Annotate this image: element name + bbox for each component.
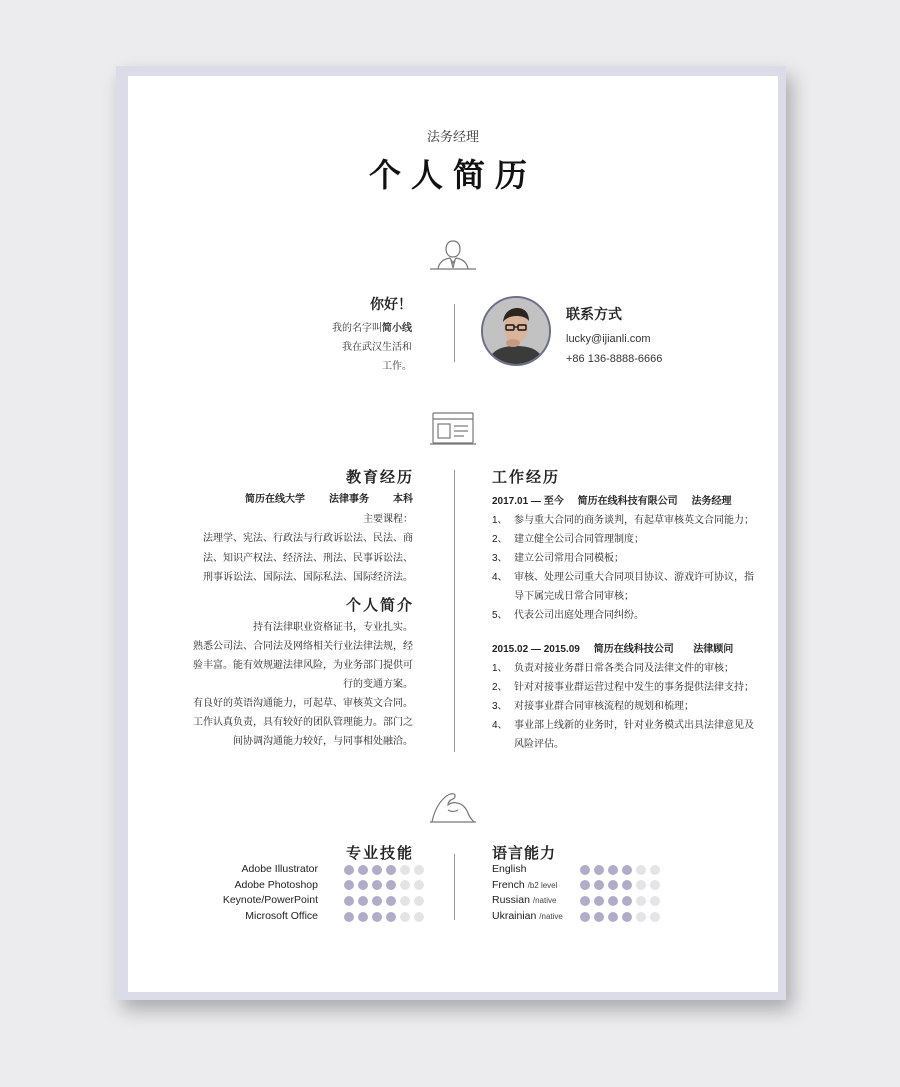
main-divider xyxy=(454,470,455,752)
language-rating xyxy=(580,878,660,894)
rating-dot-filled xyxy=(622,865,632,875)
item-text: 事业部上线新的业务时，针对业务模式出具法律意见及风险评估。 xyxy=(514,720,754,750)
contact-info xyxy=(566,329,662,369)
person-tie-icon xyxy=(428,236,478,277)
rating-dot-empty xyxy=(400,896,410,906)
item-text: 对接事业群合同审核流程的规划和梳理； xyxy=(514,701,694,712)
rating-dot-empty xyxy=(636,896,646,906)
rating-dot-filled xyxy=(622,896,632,906)
skill-name: Keynote/PowerPoint xyxy=(222,894,318,907)
education-block xyxy=(188,490,413,588)
item-number: 4、 xyxy=(492,720,508,731)
rating-dot-filled xyxy=(344,912,354,922)
rating-dot-empty xyxy=(636,880,646,890)
profile-line-3: 验丰富。能有效规避法律风险，为业务部门提供可 xyxy=(193,660,413,671)
skill-rating xyxy=(344,893,424,909)
rating-dot-filled xyxy=(344,896,354,906)
language-item xyxy=(492,909,582,925)
profile-line-2: 熟悉公司法、合同法及网络相关行业法律法规，经 xyxy=(193,641,413,652)
language-item xyxy=(492,862,582,878)
education-row xyxy=(188,490,413,510)
rating-dot-empty xyxy=(400,865,410,875)
job-2-company: 简历在线科技公司 xyxy=(593,644,674,655)
work-heading: 工作经历 xyxy=(492,469,561,486)
language-item xyxy=(492,878,582,894)
courses-line-1: 法理学、宪法、行政法与行政诉讼法、民法、商 xyxy=(203,533,413,544)
list-item xyxy=(492,716,762,754)
intro-line-2: 我在武汉生活和 xyxy=(342,342,412,353)
item-number: 3、 xyxy=(492,701,508,712)
rating-dot-filled xyxy=(344,880,354,890)
job-2 xyxy=(492,640,762,754)
rating-dot-filled xyxy=(580,896,590,906)
profile-line-5: 有良好的英语沟通能力，可起草、审核英文合同。 xyxy=(193,698,413,709)
skills-ratings xyxy=(344,862,424,924)
language-labels xyxy=(492,862,582,924)
rating-dot-filled xyxy=(358,865,368,875)
degree-name: 本科 xyxy=(393,494,413,505)
courses-line-3: 刑事诉讼法、国际法、国际私法、国际经济法。 xyxy=(203,572,413,583)
job-1-header xyxy=(492,492,762,511)
rating-dot-filled xyxy=(386,865,396,875)
intro-line-1: 我的名字叫 xyxy=(332,323,382,334)
job-1-role: 法务经理 xyxy=(691,496,732,507)
rating-dot-filled xyxy=(594,896,604,906)
item-number: 3、 xyxy=(492,553,508,564)
item-number: 4、 xyxy=(492,572,508,583)
language-name: French xyxy=(492,878,525,891)
item-text: 负责对接业务群日常各类合同及法律文件的审核； xyxy=(514,663,734,674)
id-card-icon xyxy=(428,408,478,453)
email-text: lucky@ijianli.com xyxy=(566,333,651,345)
language-level: /native xyxy=(539,911,563,921)
rating-dot-empty xyxy=(414,880,424,890)
rating-dot-filled xyxy=(358,896,368,906)
item-text: 参与重大合同的商务谈判，有起草审核英文合同能力； xyxy=(514,515,754,526)
profile-line-1: 持有法律职业资格证书，专业扎实。 xyxy=(253,622,413,633)
intro-line-3: 工作。 xyxy=(382,361,412,372)
rating-dot-empty xyxy=(400,912,410,922)
job-2-period: 2015.02 — 2015.09 xyxy=(492,644,580,655)
rating-dot-filled xyxy=(386,880,396,890)
item-number: 5、 xyxy=(492,610,508,621)
profile-line-4: 行的变通方案。 xyxy=(343,679,413,690)
contact-heading: 联系方式 xyxy=(566,306,622,322)
job-1-company: 简历在线科技有限公司 xyxy=(577,496,678,507)
rating-dot-filled xyxy=(594,865,604,875)
list-item xyxy=(492,606,762,625)
rating-dot-filled xyxy=(608,912,618,922)
item-text: 针对对接事业群运营过程中发生的事务提供法律支持； xyxy=(514,682,754,693)
rating-dot-filled xyxy=(608,880,618,890)
skills-labels xyxy=(188,862,318,924)
language-item xyxy=(492,893,582,909)
item-number: 1、 xyxy=(492,663,508,674)
skill-name: Adobe Illustrator xyxy=(241,863,318,875)
major-name: 法律事务 xyxy=(329,494,369,505)
avatar xyxy=(481,296,551,366)
education-heading: 教育经历 xyxy=(345,469,414,486)
resume-title: 个人简历 xyxy=(368,156,537,194)
list-item xyxy=(492,511,762,530)
profile-heading: 个人简介 xyxy=(345,597,414,614)
phone-text: +86 136-8888-6666 xyxy=(566,353,663,365)
rating-dot-filled xyxy=(580,912,590,922)
item-number: 2、 xyxy=(492,534,508,545)
rating-dot-filled xyxy=(372,880,382,890)
rating-dot-filled xyxy=(580,880,590,890)
courses-line-2: 法、知识产权法、经济法、刑法、民事诉讼法、 xyxy=(203,552,413,564)
language-name: Russian xyxy=(492,894,530,907)
school-name: 简历在线大学 xyxy=(245,494,305,505)
language-name: Ukrainian xyxy=(492,909,537,922)
item-text: 建立健全公司合同管理制度； xyxy=(514,534,644,545)
skill-name: Microsoft Office xyxy=(245,909,318,922)
profile-line-6: 工作认真负责，具有较好的团队管理能力。部门之 xyxy=(193,717,413,728)
item-text: 建立公司常用合同模板； xyxy=(514,553,624,564)
flexed-arm-icon xyxy=(428,788,478,831)
item-number: 1、 xyxy=(492,515,508,526)
list-item xyxy=(492,697,762,716)
language-level: /b2 level xyxy=(527,880,558,890)
list-item xyxy=(492,659,762,678)
skills-divider xyxy=(454,854,455,920)
greeting-heading: 你好！ xyxy=(370,296,412,312)
intro-divider xyxy=(454,304,455,362)
rating-dot-filled xyxy=(358,880,368,890)
language-rating xyxy=(580,893,660,909)
rating-dot-empty xyxy=(650,912,660,922)
skill-rating xyxy=(344,909,424,925)
rating-dot-filled xyxy=(594,880,604,890)
rating-dot-empty xyxy=(650,880,660,890)
language-name: English xyxy=(492,863,527,875)
job-2-role: 法律顾问 xyxy=(693,644,734,655)
job-subtitle: 法务经理 xyxy=(426,129,479,144)
rating-dot-empty xyxy=(400,880,410,890)
item-number: 2、 xyxy=(492,682,508,693)
skills-heading: 专业技能 xyxy=(345,845,414,862)
profile-block xyxy=(188,618,413,751)
rating-dot-empty xyxy=(636,912,646,922)
skill-rating xyxy=(344,862,424,878)
rating-dot-filled xyxy=(580,865,590,875)
skill-name: Adobe Photoshop xyxy=(234,878,318,891)
intro-text xyxy=(248,319,412,376)
rating-dot-filled xyxy=(386,912,396,922)
language-rating xyxy=(580,862,660,878)
rating-dot-empty xyxy=(636,865,646,875)
language-rating xyxy=(580,909,660,925)
job-1-period: 2017.01 — 至今 xyxy=(492,496,564,507)
intro-name: 简小线 xyxy=(382,323,412,334)
language-level: /native xyxy=(532,896,557,906)
rating-dot-empty xyxy=(650,896,660,906)
rating-dot-filled xyxy=(372,896,382,906)
list-item xyxy=(492,678,762,697)
resume-page xyxy=(128,76,778,992)
rating-dot-empty xyxy=(650,865,660,875)
item-text: 代表公司出庭处理合同纠纷。 xyxy=(514,610,644,621)
rating-dot-filled xyxy=(372,912,382,922)
job-2-header xyxy=(492,640,762,659)
rating-dot-filled xyxy=(622,880,632,890)
profile-line-7: 间协调沟通能力较好，与同事相处融洽。 xyxy=(233,736,413,747)
languages-heading: 语言能力 xyxy=(492,845,557,862)
job-1 xyxy=(492,492,762,625)
rating-dot-filled xyxy=(372,865,382,875)
rating-dot-empty xyxy=(414,912,424,922)
rating-dot-filled xyxy=(594,912,604,922)
item-text: 审核、处理公司重大合同项目协议、游戏许可协议，指导下属完成日常合同审核； xyxy=(514,572,754,602)
language-ratings xyxy=(580,862,660,924)
list-item xyxy=(492,549,762,568)
skill-rating xyxy=(344,878,424,894)
rating-dot-filled xyxy=(622,912,632,922)
rating-dot-empty xyxy=(414,896,424,906)
list-item xyxy=(492,568,762,606)
rating-dot-filled xyxy=(386,896,396,906)
list-item xyxy=(492,530,762,549)
rating-dot-empty xyxy=(414,865,424,875)
rating-dot-filled xyxy=(358,912,368,922)
rating-dot-filled xyxy=(344,865,354,875)
rating-dot-filled xyxy=(608,896,618,906)
courses-label: 主要课程： xyxy=(363,513,413,525)
rating-dot-filled xyxy=(608,865,618,875)
